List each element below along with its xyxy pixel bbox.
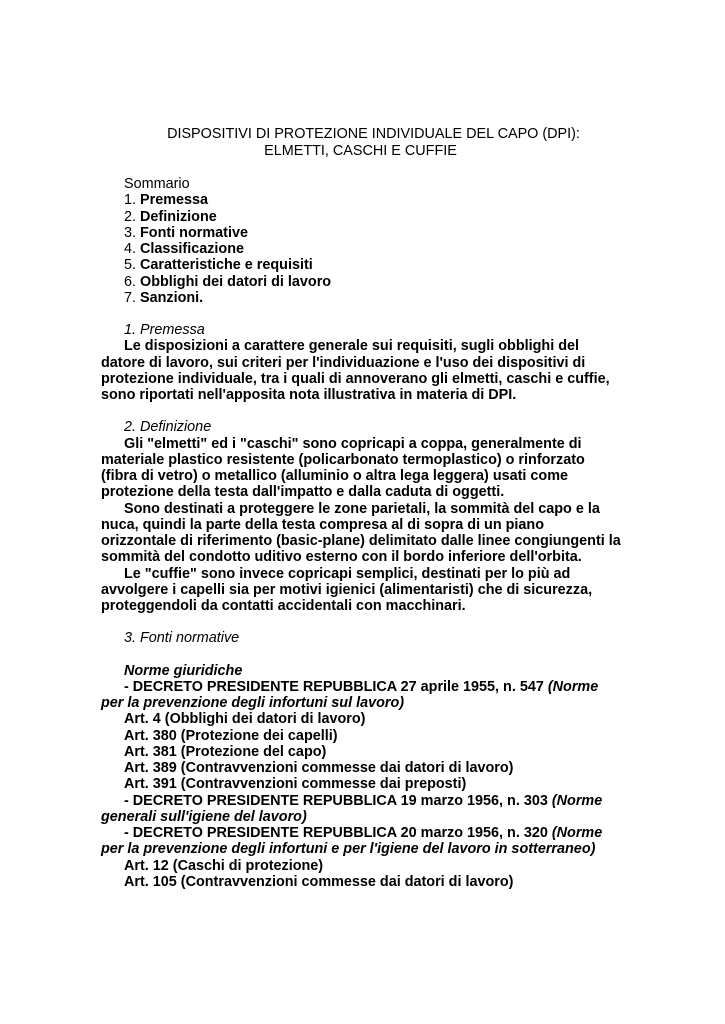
- summary-item: 2. Definizione: [124, 208, 217, 225]
- section-2-paragraph-1: Gli "elmetti" ed i "caschi" sono copricapi a coppa, generalmente di materiale plastico resistente (policarbonato termoplastico) o rinforzato (fibra di vetro) o metallico (alluminio o altra lega leggera) usati come protezione della testa dall'impatto e dalla caduta di oggetti.: [101, 435, 585, 501]
- decree-3: - DECRETO PRESIDENTE REPUBBLICA 20 marzo 1956, n. 320 (Norme per la prevenzione degli infortuni e per l'igiene del lavoro in sotterraneo): [101, 825, 603, 858]
- summary-item: 1. Premessa: [124, 192, 209, 209]
- summary-item: 6. Obblighi dei datori di lavoro: [124, 273, 332, 290]
- summary-item: 5. Caratteristiche e requisiti: [124, 257, 313, 274]
- section-3-heading: 3. Fonti normative: [124, 630, 240, 647]
- decree-2: - DECRETO PRESIDENTE REPUBBLICA 19 marzo 1956, n. 303 (Norme generali sull'igiene del lavoro): [101, 792, 603, 825]
- decree-article: Art. 105 (Contravvenzioni commesse dai datori di lavoro): [124, 873, 514, 890]
- decree-article: Art. 389 (Contravvenzioni commesse dai datori di lavoro): [124, 760, 514, 776]
- summary-item: 3. Fonti normative: [124, 224, 248, 241]
- norme-giuridiche-heading: Norme giuridiche: [124, 662, 243, 679]
- decree-1: - DECRETO PRESIDENTE REPUBBLICA 27 aprile 1955, n. 547 (Norme per la prevenzione degli infortuni sul lavoro): [101, 678, 599, 711]
- section-2-paragraph-3: Le "cuffie" sono invece copricapi semplici, destinati per lo più ad avvolgere i capelli sia per motivi igienici (alimentaristi) che di sicurezza, proteggendoli da contatti accidentali con macchinari.: [101, 565, 593, 614]
- document-body: [101, 176, 621, 890]
- section-1-text: Le disposizioni a carattere generale sui requisiti, sugli obblighi del datore di lavoro, sui criteri per l'individuazione e l'uso dei dispositivi di protezione individuale, tra i quali di annoverano gli elmetti, caschi e cuffie, sono riportati nell'apposita nota illustrativa in materia di DPI.: [101, 338, 610, 403]
- document-title-line-2: ELMETTI, CASCHI E CUFFIE: [264, 143, 457, 159]
- summary-item: 7. Sanzioni.: [124, 289, 204, 306]
- decree-article: Art. 380 (Protezione dei capelli): [124, 727, 338, 744]
- decree-article: Art. 391 (Contravvenzioni commesse dai preposti): [124, 776, 467, 793]
- summary: [101, 176, 621, 306]
- decree-article: Art. 381 (Protezione del capo): [124, 743, 327, 760]
- section-2-paragraph-2: Sono destinati a proteggere le zone parietali, la sommità del capo e la nuca, quindi la parte della testa compresa al di sopra di un piano orizzontale di riferimento (basic-plane) delimitato dalle linee congiungenti la sommità del condotto uditivo esterno con il bordo inferiore dell'orbita.: [101, 500, 621, 566]
- summary-item: 4. Classificazione: [124, 241, 244, 257]
- decree-article: Art. 4 (Obblighi dei datori di lavoro): [124, 711, 366, 728]
- summary-heading: Sommario: [124, 176, 190, 192]
- decree-article: Art. 12 (Caschi di protezione): [124, 857, 324, 874]
- section-2-heading: 2. Definizione: [124, 419, 212, 436]
- document-title-line-1: DISPOSITIVI DI PROTEZIONE INDIVIDUALE DEL CAPO (DPI):: [167, 126, 580, 142]
- section-1-heading: 1. Premessa: [124, 322, 205, 338]
